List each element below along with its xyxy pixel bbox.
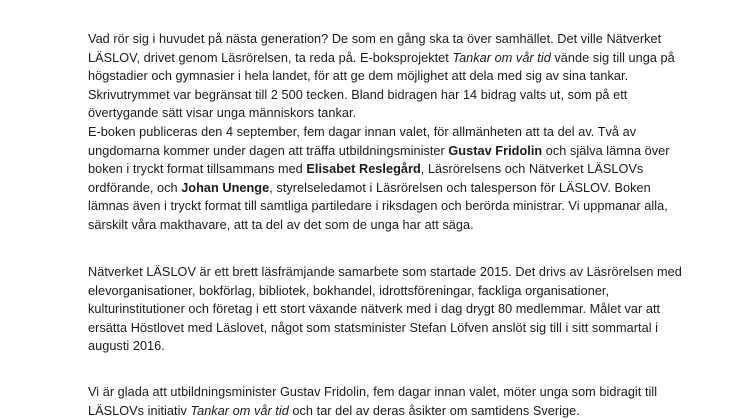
paragraph-intro	[88, 30, 688, 123]
paragraph-closing	[88, 383, 688, 419]
paragraph-text: Nätverket LÄSLOV är ett brett läsfrämjande samarbete som startade 2015. Det drivs av Läsrörelsen med elevorganisationer, bokförlag, bibliotek, bokhandel, idrottsföreningar, fackliga organisationer, kulturinstitutioner och företag i ett stort växande nätverk med i dag drygt 80 medlemmar. Målet var att ersätta Höstlovet med Läslovet, något som statsminister Stefan Löfven anslöt sig till i sitt sommartal i augusti 2016.	[88, 265, 682, 354]
paragraph-text: , styrelseledamot i Läsrörelsen och talesperson för LÄSLOV. Boken lämnas även i tryckt format till samtliga partiledare i riksdagen och berörda ministrar. Vi uppmanar alla, särskilt våra makthavare, att ta del av det som de unga har att säga.	[88, 180, 668, 232]
paragraph-text: och tar del av deras åsikter om samtidens Sverige.	[288, 403, 580, 418]
paragraph-network	[88, 263, 688, 356]
paragraph-text: E-boken publiceras den 4 september, fem dagar innan valet, för allmänheten att ta del av. Två av ungdomarna kommer under dagen att träffa utbildningsminister	[88, 125, 637, 158]
paragraph-text: och själva lämna över boken i tryckt format tillsammans med	[88, 143, 670, 177]
person-name: Elisabet Reslegård	[306, 162, 421, 177]
book-title: Tankar om vår tid	[190, 403, 289, 418]
paragraph-text: Vi är glada att utbildningsminister Gustav Fridolin, fem dagar innan valet, möter unga som bidragit till LÄSLOVs initiativ	[88, 385, 658, 418]
paragraph-publication	[88, 123, 688, 235]
person-name: Johan Unenge	[181, 180, 270, 195]
book-title: Tankar om vår tid	[452, 50, 551, 65]
paragraph-text: , Läsrörelsens och Nätverket LÄSLOVs ordförande, och	[88, 162, 644, 195]
person-name: Gustav Fridolin	[448, 143, 543, 158]
paragraph-text: Vad rör sig i huvudet på nästa generation? De som en gång ska ta över samhället. Det ville Nätverket LÄSLOV, drivet genom Läsrörelsen, ta reda på. E-boksprojektet	[88, 32, 662, 65]
paragraph-text: vände sig till unga på högstadier och gymnasier i hela landet, för att ge dem möjlighet att dela med sig av sina tankar. Skrivutrymmet var begränsat till 2 500 tecken. Bland bidragen har 14 bidrag valts ut, som på ett övertygande sätt visar unga människors tankar.	[88, 50, 675, 121]
